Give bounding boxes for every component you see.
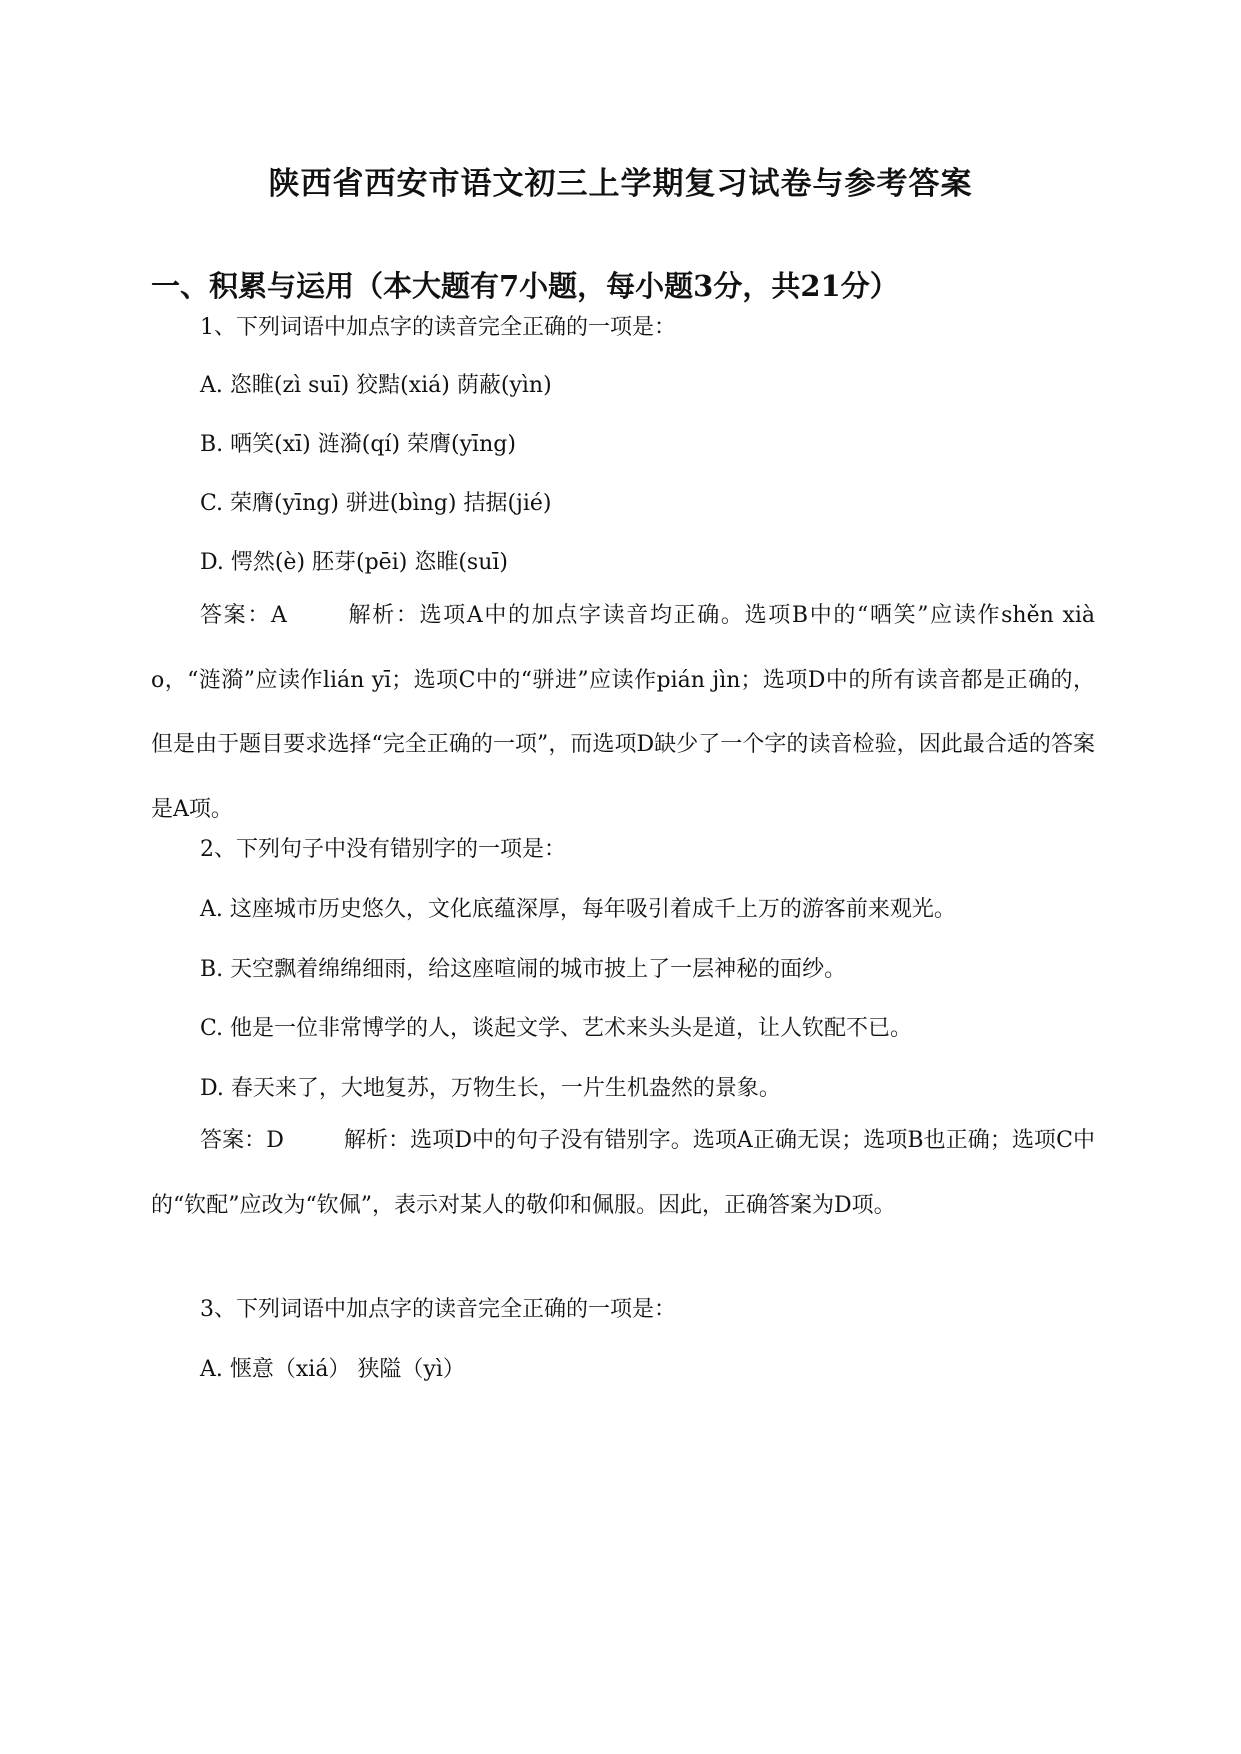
question-1-option-b: B. 哂笑(xī) 涟漪(qí) 荣膺(yīng) bbox=[200, 432, 516, 457]
answer-analysis: 解析：选项A中的加点字读音均正确。选项B中的“哂笑”应读作shěn xiào，“涟漪”应读作lián yī；选项C中的“骈进”应读作pián jìn；选项D中的所有读音都是正确的，但是由于题目要求选择“完全正确的一项”，而选项D缺少了一个字的读音检验，因此最合适的答案是A项。 bbox=[151, 603, 1095, 822]
answer-label: 答案：D bbox=[200, 1128, 284, 1153]
question-2-option-a: A. 这座城市历史悠久，文化底蕴深厚，每年吸引着成千上万的游客前来观光。 bbox=[200, 897, 956, 922]
question-3-stem: 3、下列词语中加点字的读音完全正确的一项是： bbox=[200, 1297, 676, 1322]
question-1-option-d: D. 愕然(è) 胚芽(pēi) 恣睢(suī) bbox=[200, 550, 508, 575]
question-1-answer bbox=[151, 584, 1095, 842]
answer-analysis: 解析：选项D中的句子没有错别字。选项A正确无误；选项B也正确；选项C中的“钦配”应改为“钦佩”，表示对某人的敬仰和佩服。因此，正确答案为D项。 bbox=[151, 1128, 1096, 1218]
question-1-option-c: C. 荣膺(yīng) 骈进(bìng) 拮据(jié) bbox=[200, 491, 552, 516]
question-2-option-b: B. 天空飘着绵绵细雨，给这座喧闹的城市披上了一层神秘的面纱。 bbox=[200, 957, 847, 982]
question-2-option-d: D. 春天来了，大地复苏，万物生长，一片生机盎然的景象。 bbox=[200, 1076, 781, 1101]
question-1-option-a: A. 恣睢(zì suī) 狡黠(xiá) 荫蔽(yìn) bbox=[200, 373, 552, 398]
question-2-option-c: C. 他是一位非常博学的人，谈起文学、艺术来头头是道，让人钦配不已。 bbox=[200, 1016, 913, 1041]
question-2-answer bbox=[151, 1109, 1095, 1238]
document-title: 陕西省西安市语文初三上学期复习试卷与参考答案 bbox=[268, 166, 973, 202]
section-heading: 一、积累与运用（本大题有7小题，每小题3分，共21分） bbox=[151, 269, 899, 303]
answer-label: 答案：A bbox=[200, 603, 287, 628]
question-2-stem: 2、下列句子中没有错别字的一项是： bbox=[200, 837, 566, 862]
question-1-stem: 1、下列词语中加点字的读音完全正确的一项是： bbox=[200, 315, 676, 340]
question-3-option-a: A. 惬意（xiá） 狭隘（yì） bbox=[200, 1357, 465, 1382]
